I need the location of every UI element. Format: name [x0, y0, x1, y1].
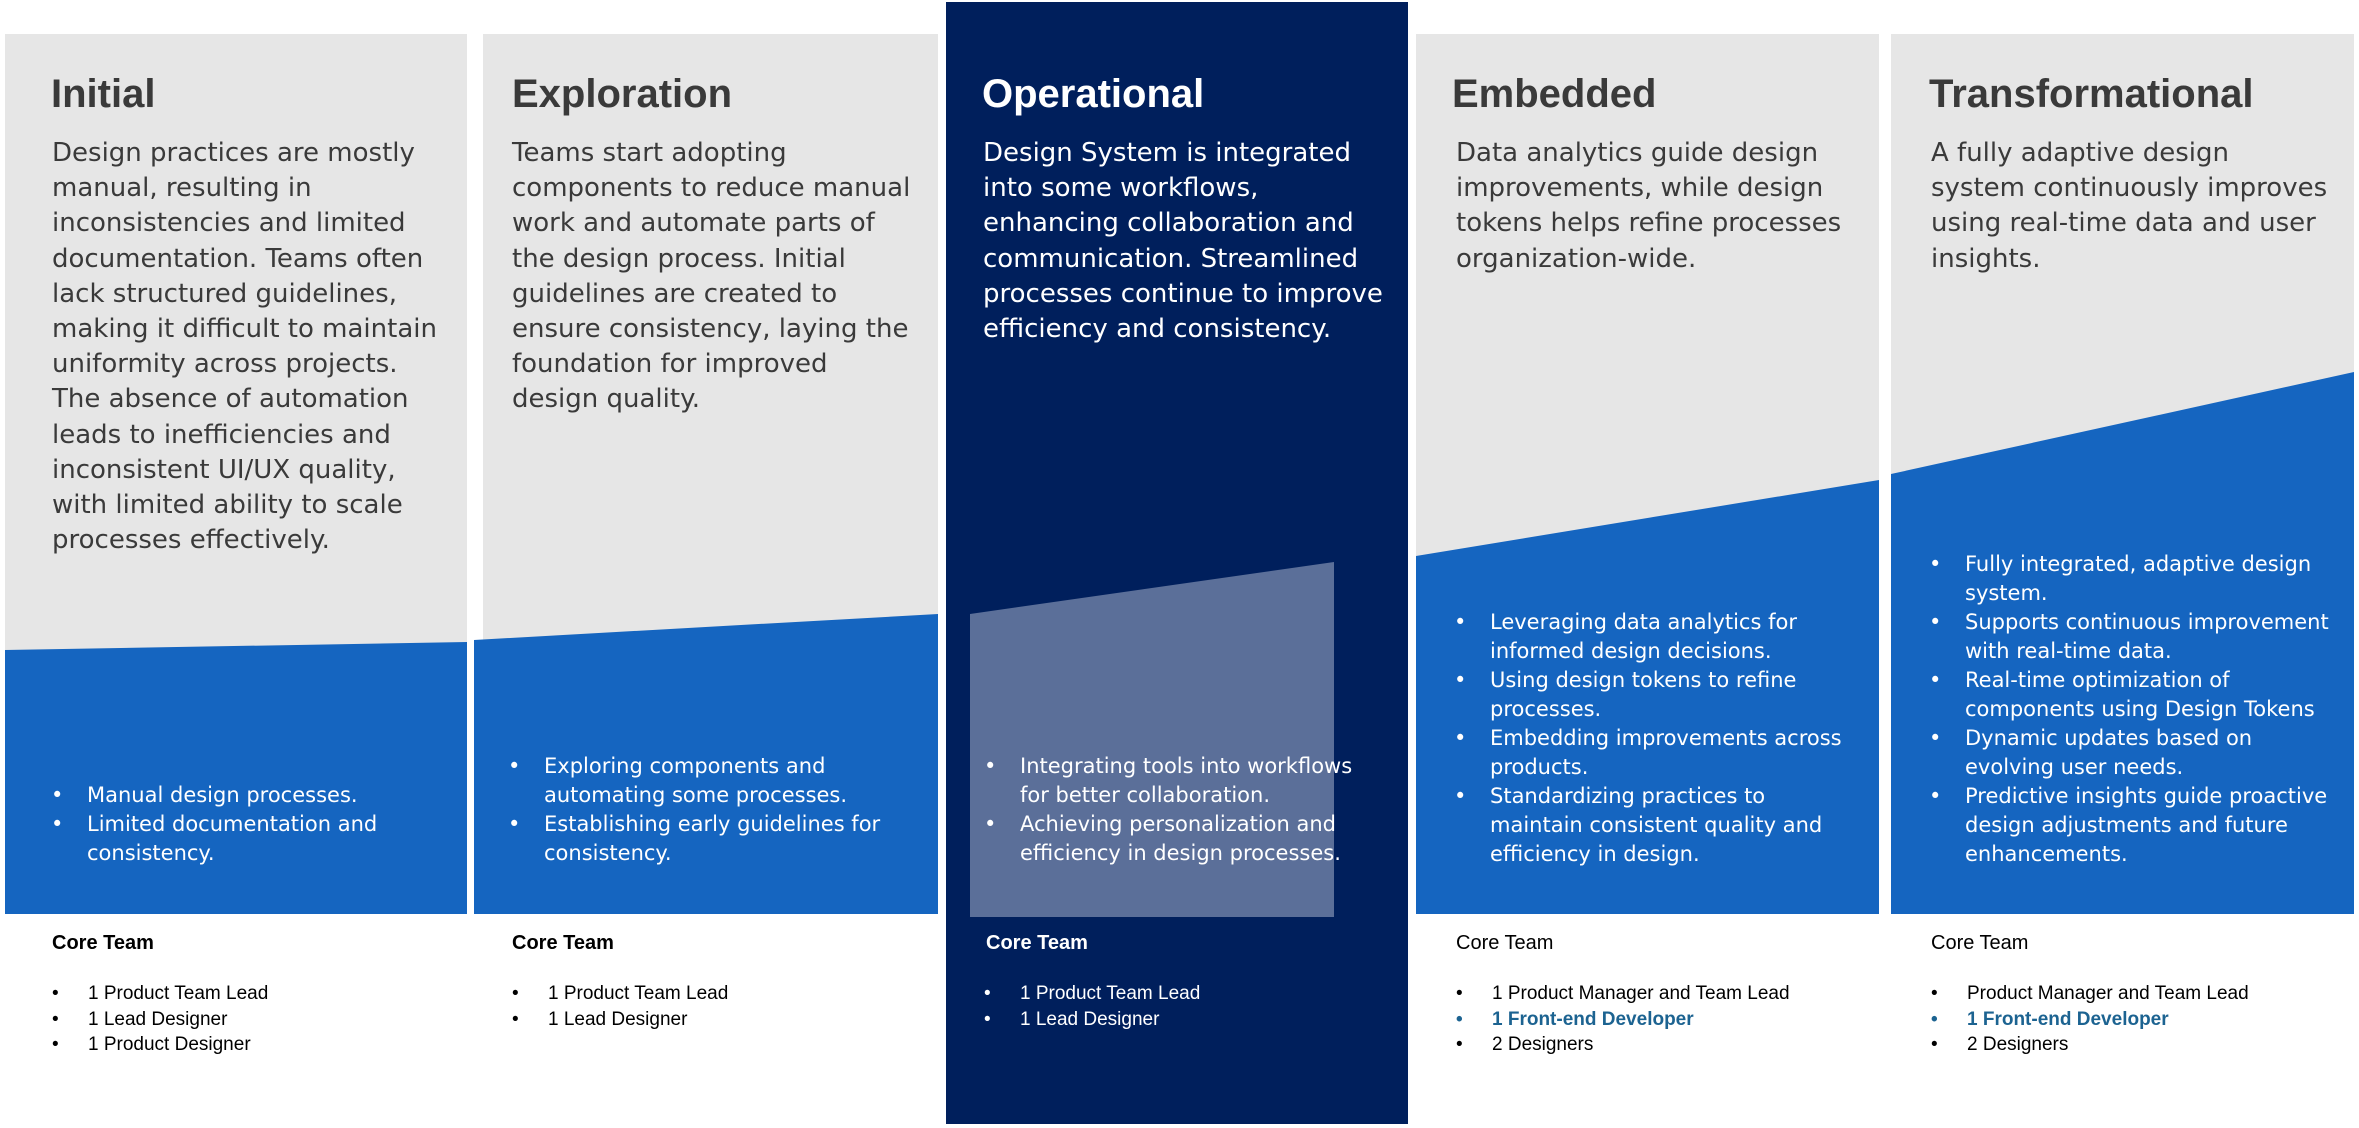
core-team-list: [1931, 981, 2249, 1058]
list-item: • Product Manager and Team Lead: [1931, 981, 2249, 1007]
core-team-label: Core Team: [52, 932, 154, 954]
core-team-list: [984, 981, 1200, 1032]
list-item: • Limited documentation and consistency.: [51, 810, 451, 868]
stage-description: A fully adaptive design system continuously improves using real-time data and user insights.: [1931, 138, 2328, 274]
stage-embedded: [1416, 34, 1879, 914]
stage-title: Embedded: [1452, 72, 1657, 116]
core-team-list: [52, 981, 268, 1058]
stage-bullets: [1454, 608, 1864, 869]
stage-title: Transformational: [1929, 72, 2254, 116]
list-item-highlighted: • 1 Front-end Developer: [1456, 1007, 1790, 1033]
list-item: • Predictive insights guide proactive design adjustments and future enhancements.: [1929, 782, 2344, 869]
list-item: • 1 Product Manager and Team Lead: [1456, 981, 1790, 1007]
list-item: • 2 Designers: [1931, 1032, 2249, 1058]
stage-operational: [946, 2, 1408, 1124]
list-item: • Exploring components and automating some processes.: [508, 752, 908, 810]
list-item: • 1 Product Team Lead: [984, 981, 1200, 1007]
list-item: • Standardizing practices to maintain consistent quality and efficiency in design.: [1454, 782, 1864, 869]
core-team-label: Core Team: [1456, 932, 1554, 954]
stage-exploration: [474, 34, 938, 914]
stage-title: Exploration: [512, 72, 733, 116]
list-item: • 1 Lead Designer: [52, 1007, 268, 1033]
list-item: • Supports continuous improvement with real-time data.: [1929, 608, 2344, 666]
stage-transformational: [1891, 34, 2354, 914]
list-item: • 1 Lead Designer: [984, 1007, 1200, 1033]
list-item: • Dynamic updates based on evolving user needs.: [1929, 724, 2344, 782]
list-item: • Embedding improvements across products.: [1454, 724, 1864, 782]
list-item: • Manual design processes.: [51, 781, 451, 810]
list-item: • 1 Product Designer: [52, 1032, 268, 1058]
stage-bullets: [51, 781, 451, 868]
stage-bullets: [984, 752, 1354, 868]
stage-description: Design System is integrated into some workflows, enhancing collaboration and communication. Streamlined processes continue to improve efficiency and consistency.: [983, 138, 1383, 345]
list-item: • Integrating tools into workflows for better collaboration.: [984, 752, 1354, 810]
stage-bullets: [1929, 550, 2344, 869]
list-item: • 1 Lead Designer: [512, 1007, 728, 1033]
list-item: • Fully integrated, adaptive design system.: [1929, 550, 2344, 608]
core-team-label: Core Team: [986, 932, 1088, 954]
list-item: • Leveraging data analytics for informed design decisions.: [1454, 608, 1864, 666]
core-team-list: [1456, 981, 1790, 1058]
core-team-list: [512, 981, 728, 1032]
stage-title: Initial: [51, 72, 156, 116]
stage-title: Operational: [982, 72, 1205, 116]
list-item: • Using design tokens to refine processes.: [1454, 666, 1864, 724]
core-team-label: Core Team: [512, 932, 614, 954]
list-item: • Achieving personalization and efficiency in design processes.: [984, 810, 1354, 868]
list-item: • 1 Product Team Lead: [52, 981, 268, 1007]
list-item-highlighted: • 1 Front-end Developer: [1931, 1007, 2249, 1033]
stage-initial: [5, 34, 467, 914]
list-item: • Real-time optimization of components using Design Tokens: [1929, 666, 2344, 724]
stage-bullets: [508, 752, 908, 868]
stage-description: Data analytics guide design improvements, while design tokens helps refine processes organization-wide.: [1456, 138, 1842, 274]
list-item: • Establishing early guidelines for consistency.: [508, 810, 908, 868]
stage-description: Design practices are mostly manual, resulting in inconsistencies and limited documentation. Teams often lack structured guidelines, making it difficult to maintain uniformity across projects. The absence of automation leads to inefficiencies and inconsistent UI/UX quality, with limited ability to scale processes effectively.: [52, 138, 437, 556]
list-item: • 2 Designers: [1456, 1032, 1790, 1058]
core-team-label: Core Team: [1931, 932, 2029, 954]
list-item: • 1 Product Team Lead: [512, 981, 728, 1007]
stage-description: Teams start adopting components to reduce manual work and automate parts of the design process. Initial guidelines are created to ensure consistency, laying the foundation for improved design quality.: [512, 138, 911, 415]
